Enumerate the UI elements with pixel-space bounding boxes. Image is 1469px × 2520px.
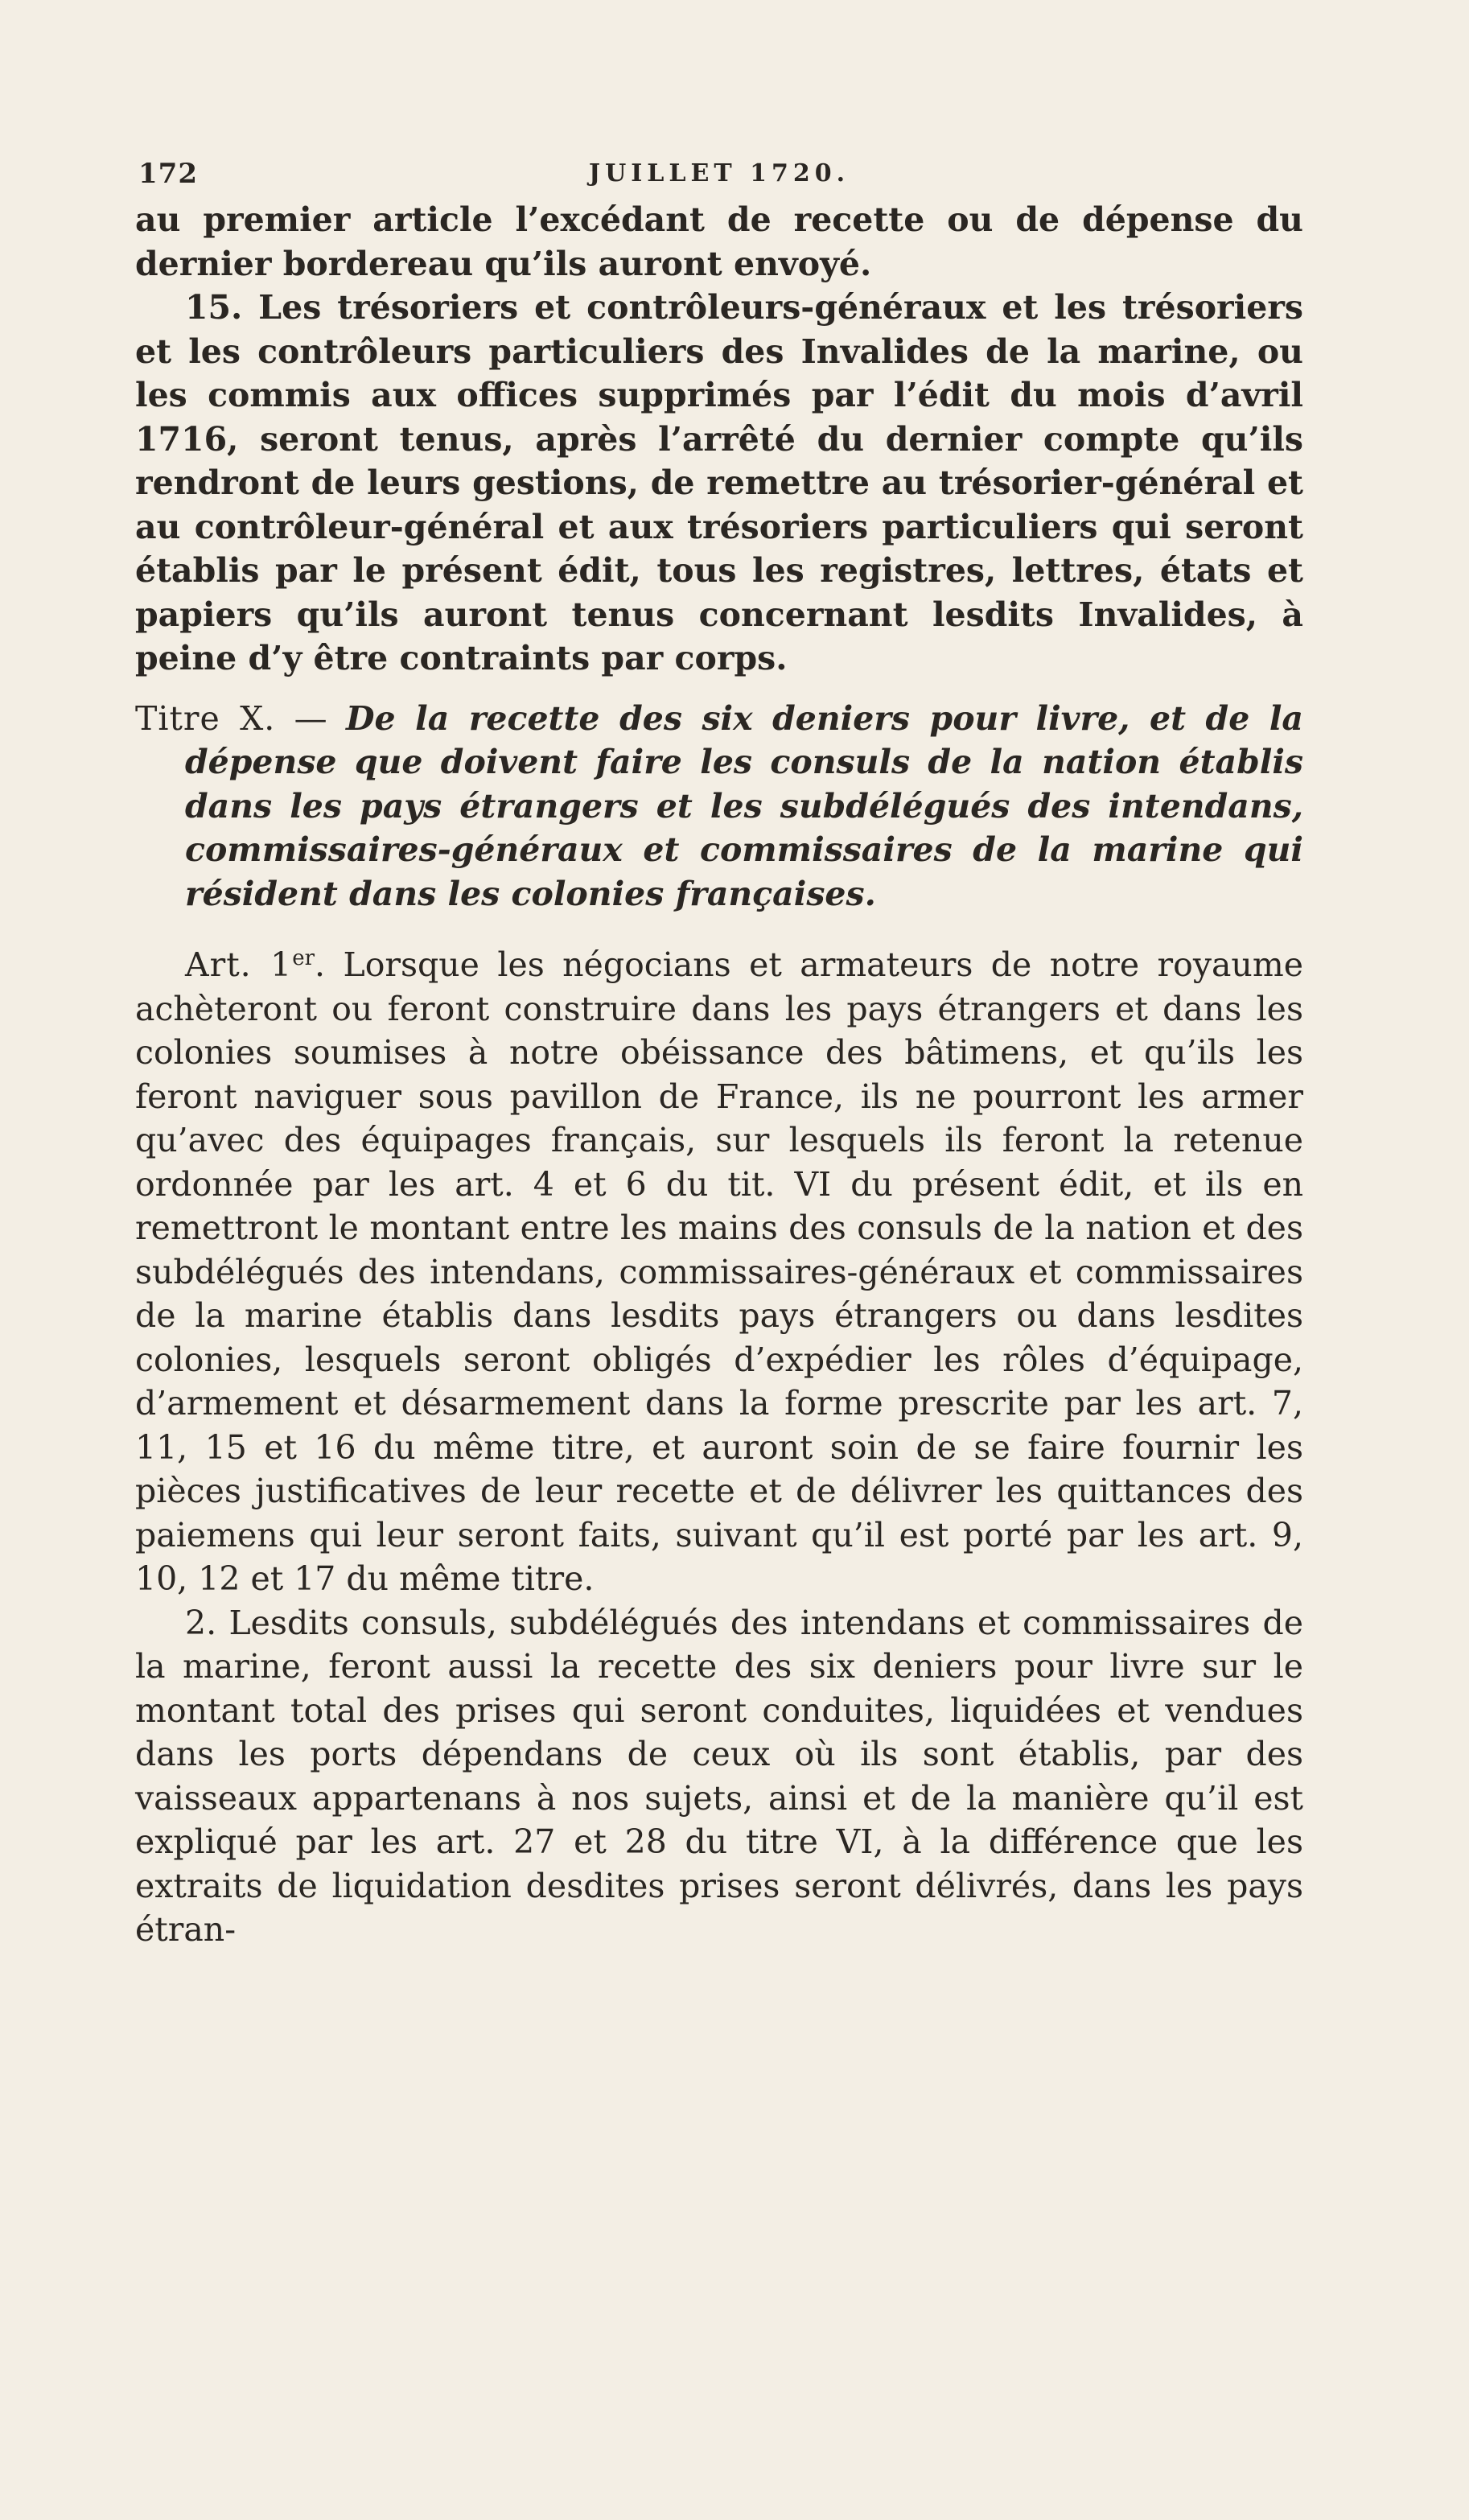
title-label: Titre X. [135,698,276,738]
article-1-paragraph [135,937,1303,1601]
page-number: 172 [138,158,198,190]
running-title: JUILLET 1720. [588,159,850,187]
paragraph-carryover: au premier article l’excédant de recette ou de dépense du dernier bordereau qu’ils auront envoyé. [135,200,1303,283]
article-15-paragraph: 15. Les trésoriers et contrôleurs-généraux et les trésoriers et les contrôleurs particuliers des Invalides de la marine, ou les commis aux offices supprimés par l’édit du mois d’avril 1716, seront tenus, après l’arrêté du dernier compte qu’ils rendront de leurs gestions, de remettre au trésorier-général et au contrôleur-général et aux trésoriers particuliers qui seront établis par le présent édit, tous les registres, lettres, états et papiers qu’ils auront tenus concernant lesdits Invalides, à peine d’y être contraints par corps. [135,288,1303,677]
article-2-paragraph: 2. Lesdits consuls, subdélégués des intendans et commissaires de la marine, feront aussi la recette des six deniers pour livre sur le montant total des prises qui seront conduites, liquidées et vendues dans les ports dépendans de ceux où ils sont établis, par des vaisseaux appartenans à nos sujets, ainsi et de la manière qu’il est expliqué par les art. 27 et 28 du titre VI, à la différence que les extraits de liquidation desdites prises seront délivrés, dans les pays étran- [135,1603,1303,1949]
running-header [135,158,1303,198]
article-1-superscript: er [292,946,315,970]
title-dash: — [294,698,327,738]
article-1-label: Art. 1 [185,945,293,984]
article-1-text: . Lorsque les négocians et armateurs de notre royaume achèteront ou feront construire dans les pays étrangers et dans les colonies soumises à notre obéissance des bâtimens, et qu’ils les feront naviguer sous pavillon de France, ils ne pourront les armer qu’avec des équipages français, sur lesquels ils feront la retenue ordonnée par les art. 4 et 6 du tit. VI du présent édit, et ils en remettront le montant entre les mains des consuls de la nation et des subdélégués des intendans, commissaires-généraux et commissaires de la marine établis dans lesdits pays étrangers ou dans lesdites colonies, lesquels seront obligés d’expédier les rôles d’équipage, d’armement et désarmement dans la forme prescrite par les art. 7, 11, 15 et 16 du même titre, et auront soin de se faire fournir les pièces justificatives de leur recette et de délivrer les quittances des paiemens qui leur seront faits, suivant qu’il est porté par les art. 9, 10, 12 et 17 du même titre. [135,945,1303,1598]
document-page [135,158,1303,1952]
section-title [135,697,1303,916]
title-text: De la recette des six deniers pour livre, et de la dépense que doivent faire les consuls de la nation établis dans les pays étrangers et les subdélégués des intendans, commissaires-généraux et commissaires de la marine qui résident dans les colonies françaises. [185,698,1303,913]
